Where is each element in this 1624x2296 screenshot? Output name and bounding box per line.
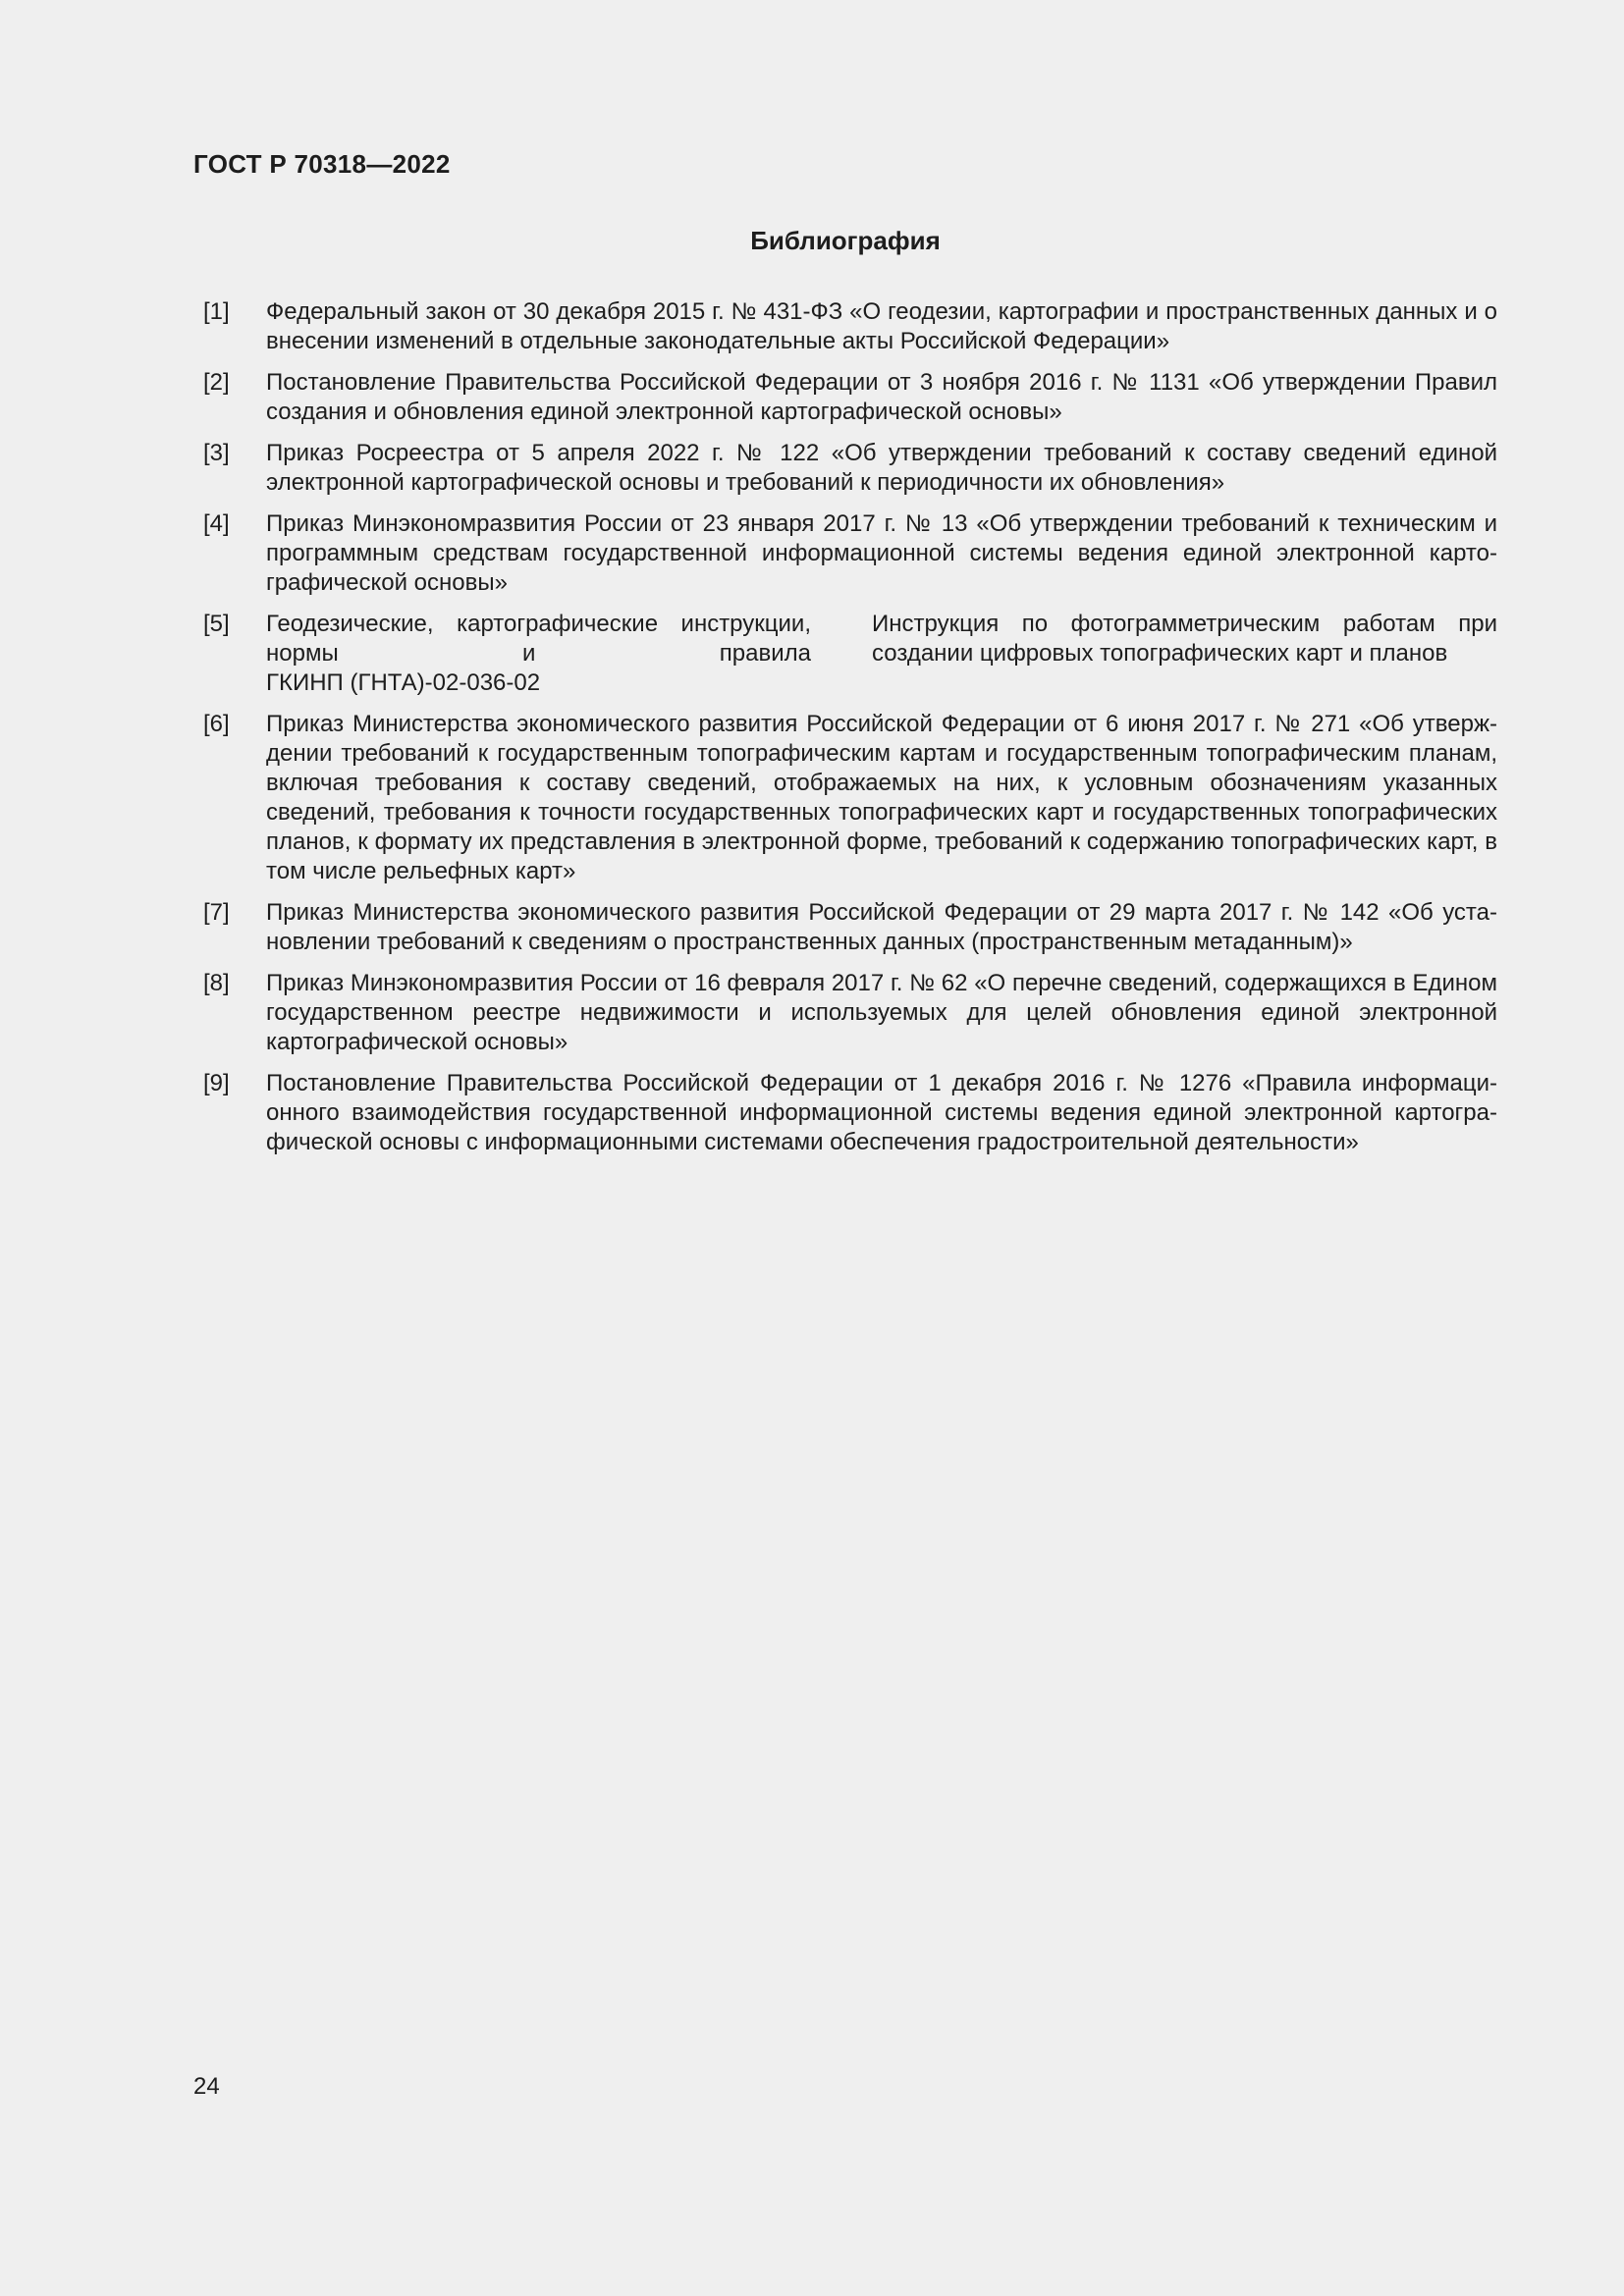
entry-text: Федеральный закон от 30 декабря 2015 г. № 431-ФЗ «О геодезии, картографии и пространственных данных и о внесении изменений в отдельные законодательные акты Российской Федерации» [266, 298, 1497, 354]
bibliography-list [193, 297, 1497, 1169]
entry-text: Приказ Министерства экономического развития Российской Федерации от 6 июня 2017 г. № 271 «Об утверждении требований к государственным топографическим картам и государственным топографическим планам, включая требования к составу сведений, отображаемых на них, к условным обозначениям указанных сведений, требования к точности государственных топографических карт и государственных топографических планов, к формату их представления в электронной форме, требований к содержанию топографических карт, в том числе рельефных карт» [266, 711, 1497, 884]
section-title: Библиография [750, 226, 941, 255]
entry-number: [1] [203, 298, 230, 325]
bibliography-entry [193, 439, 1497, 498]
entry-series [266, 610, 811, 698]
entry-text: Постановление Правительства Российской Федерации от 3 ноября 2016 г. № 1131 «Об утверждении Правил создания и обновления единой электронной картографической основы» [266, 369, 1497, 425]
entry-text: Постановление Правительства Российской Федерации от 1 декабря 2016 г. № 1276 «Правила информационного взаимодействия государственной информационной системы ведения единой электронной картографической основы с информационными системами обеспечения градостроительной деятельности» [266, 1070, 1497, 1155]
entry-series-code: ГКИНП (ГНТА)-02-036-02 [266, 669, 541, 696]
entry-number: [2] [203, 369, 230, 396]
entry-number: [3] [203, 440, 230, 466]
bibliography-entry [193, 509, 1497, 598]
bibliography-entry [193, 368, 1497, 427]
entry-number: [4] [203, 510, 230, 537]
entry-number: [8] [203, 970, 230, 996]
page-number: 24 [193, 2073, 220, 2100]
entry-text: Приказ Минэкономразвития России от 23 января 2017 г. № 13 «Об утверждении требований к техническим и программным средствам государственной информационной системы ведения единой электронной картографической основы» [266, 510, 1497, 596]
entry-number: [9] [203, 1070, 230, 1096]
bibliography-entry [193, 610, 1497, 698]
bibliography-entry [193, 1069, 1497, 1157]
entry-number: [5] [203, 611, 230, 637]
entry-text: Приказ Минэкономразвития России от 16 февраля 2017 г. № 62 «О перечне сведений, содержащихся в Едином государственном реестре недвижимости и используемых для целей обновления единой электронной картографической основы» [266, 970, 1497, 1055]
entry-text: Инструкция по фотограмметрическим работам при создании цифровых топографических карт и планов [872, 611, 1497, 667]
bibliography-entry [193, 710, 1497, 886]
entry-text: Приказ Министерства экономического развития Российской Федерации от 29 марта 2017 г. № 142 «Об установлении требований к сведениям о пространственных данных (пространственным метаданным)» [266, 899, 1497, 955]
entry-number: [7] [203, 899, 230, 926]
entry-text: Приказ Росреестра от 5 апреля 2022 г. № 122 «Об утверждении требований к составу сведений единой электронной картографической основы и требований к периодичности их обновления» [266, 440, 1497, 496]
bibliography-entry [193, 898, 1497, 957]
entry-series-title: Геодезические, картографические инструкции, нормы и правила [266, 611, 811, 667]
entry-number: [6] [203, 711, 230, 737]
bibliography-entry [193, 969, 1497, 1057]
document-header: ГОСТ Р 70318—2022 [193, 149, 451, 179]
bibliography-entry [193, 297, 1497, 356]
